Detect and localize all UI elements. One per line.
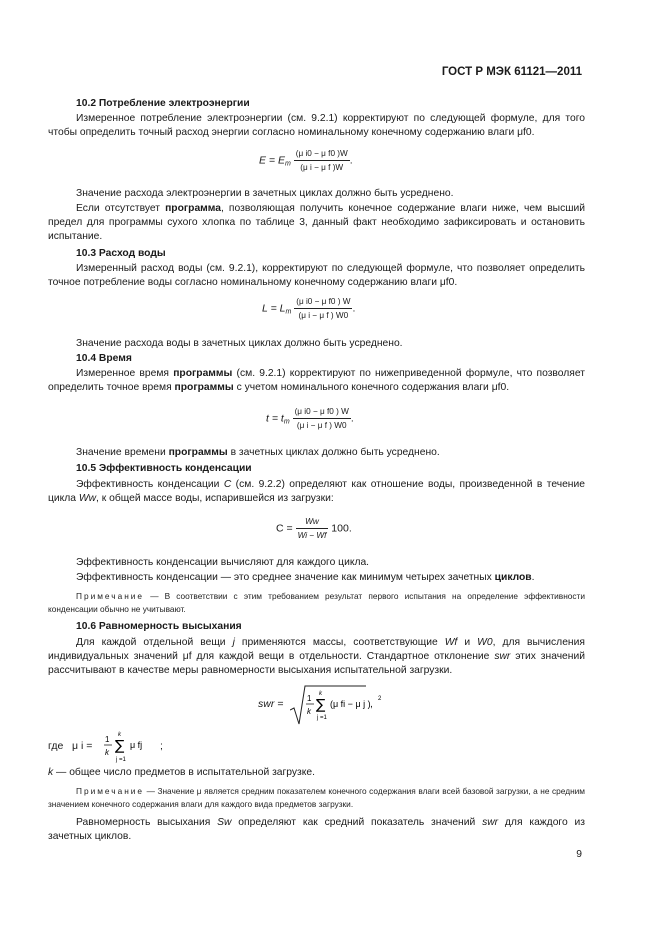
formula-time: $t = t_m$ $\frac{\text{(μ i0 − μ f0 ) W}}{\text{(μ i − μ f ) W0}}$ . <box>266 407 354 430</box>
svg-text:k: k <box>118 732 121 738</box>
svg-text:∑: ∑ <box>115 738 125 754</box>
formula-std-deviation: swr = 1 k k ∑ j =1 (μ fi − μ j ) 2 , <box>258 684 378 728</box>
paragraph: Значение расхода электроэнергии в зачетных циклах должно быть усреднено. <box>76 188 454 199</box>
section-heading-10-3: 10.3 Расход воды <box>76 248 166 259</box>
radical-sign <box>290 684 398 728</box>
section-heading-10-4: 10.4 Время <box>76 353 132 364</box>
paragraph: Равномерность высыхания Sw определяют как средний показатель значений swr для каждого из зачетных циклов. <box>48 817 585 842</box>
svg-text:j =1: j =1 <box>317 715 327 721</box>
svg-text:(μ fi − μ j ): (μ fi − μ j ) <box>330 699 371 709</box>
page-number: 9 <box>576 849 582 860</box>
page-header: ГОСТ Р МЭК 61121—2011 <box>441 66 582 78</box>
formula-energy: $E = E_m$ $\frac{\text{(μ i0 − μ f0 )W}}{\text{(μ i − μ f )W}}$ . <box>259 149 353 172</box>
paragraph: k — общее число предметов в испытательной загрузке. <box>48 767 315 778</box>
svg-text:2: 2 <box>378 696 382 702</box>
svg-text:μ fj: μ fj <box>130 740 143 750</box>
paragraph: Измеренный расход воды (см. 9.2.1), корректируют по следующей формуле, что позволяет определить точное потребление воды согласно номинальному конечному содержанию влаги μf0. <box>48 263 585 288</box>
section-heading-10-2: 10.2 Потребление электроэнергии <box>76 98 250 109</box>
paragraph: Измеренное потребление электроэнергии (см. 9.2.1) корректируют по следующей формуле, для того чтобы определить точный расход энергии согласно номинальному конечному содержанию влаги μf0. <box>48 113 585 138</box>
note: Примечание — В соответствии с этим требованием результат первого испытания на определение эффективности конденсации обычно не учитывают. <box>48 591 585 614</box>
section-heading-10-6: 10.6 Равномерность высыхания <box>76 621 242 632</box>
svg-text:k: k <box>319 691 322 697</box>
paragraph: Эффективность конденсации C (см. 9.2.2) определяют как отношение воды, произведенной в течение цикла Ww, к общей массе воды, испарившейся из загрузки: <box>48 479 585 504</box>
section-heading-10-5: 10.5 Эффективность конденсации <box>76 463 252 474</box>
note: Примечание — Значение μ является средним показателем конечного содержания влаги всей базовой загрузки, а не средним значением конечного содержания влаги для каждого вида предметов загрузки. <box>48 786 585 809</box>
paragraph: Эффективность конденсации — это среднее значение как минимум четырех зачетных циклов. <box>76 572 535 583</box>
paragraph: Значение расхода воды в зачетных циклах должно быть усреднено. <box>76 338 403 349</box>
svg-text:k: k <box>105 748 109 757</box>
paragraph: Если отсутствует программа, позволяющая получить конечное содержание влаги ниже, чем высший предел для программы сухого хлопка по таблице 3, данный факт необходимо зафиксировать и остановить испытание. <box>48 203 585 242</box>
svg-text:j =1: j =1 <box>116 757 126 763</box>
svg-text:∑: ∑ <box>316 697 326 713</box>
formula-condensation: C = $\frac{Ww}{Wi - Wf}$ 100. <box>276 517 352 540</box>
svg-text:k: k <box>307 707 311 716</box>
paragraph: Измеренное время программы (см. 9.2.1) корректируют по нижеприведенной формуле, что позволяет определить точное время программы с учетом номинального конечного содержания влаги μf0. <box>48 368 585 393</box>
svg-text:1: 1 <box>307 694 312 703</box>
svg-text:1: 1 <box>105 735 110 744</box>
paragraph: Значение времени программы в зачетных циклах должно быть усреднено. <box>76 447 440 458</box>
paragraph: Для каждой отдельной вещи j применяются массы, соответствующие Wf и W0, для вычисления индивидуальных значений μf для каждой вещи в отдельности. Стандартное отклонение swr этих значений рассчитывают в качестве меры равномерности высыхания испытательной загрузки. <box>48 637 585 676</box>
sum-expression <box>104 728 160 768</box>
formula-water: $L = L_m$ $\frac{\text{(μ i0 − μ f0 ) W}}{\text{(μ i − μ f ) W0}}$ . <box>262 297 356 320</box>
paragraph: Эффективность конденсации вычисляют для каждого цикла. <box>76 557 370 568</box>
formula-mean: где μ i = 1 k k ∑ j =1 μ fj ; <box>48 728 178 768</box>
